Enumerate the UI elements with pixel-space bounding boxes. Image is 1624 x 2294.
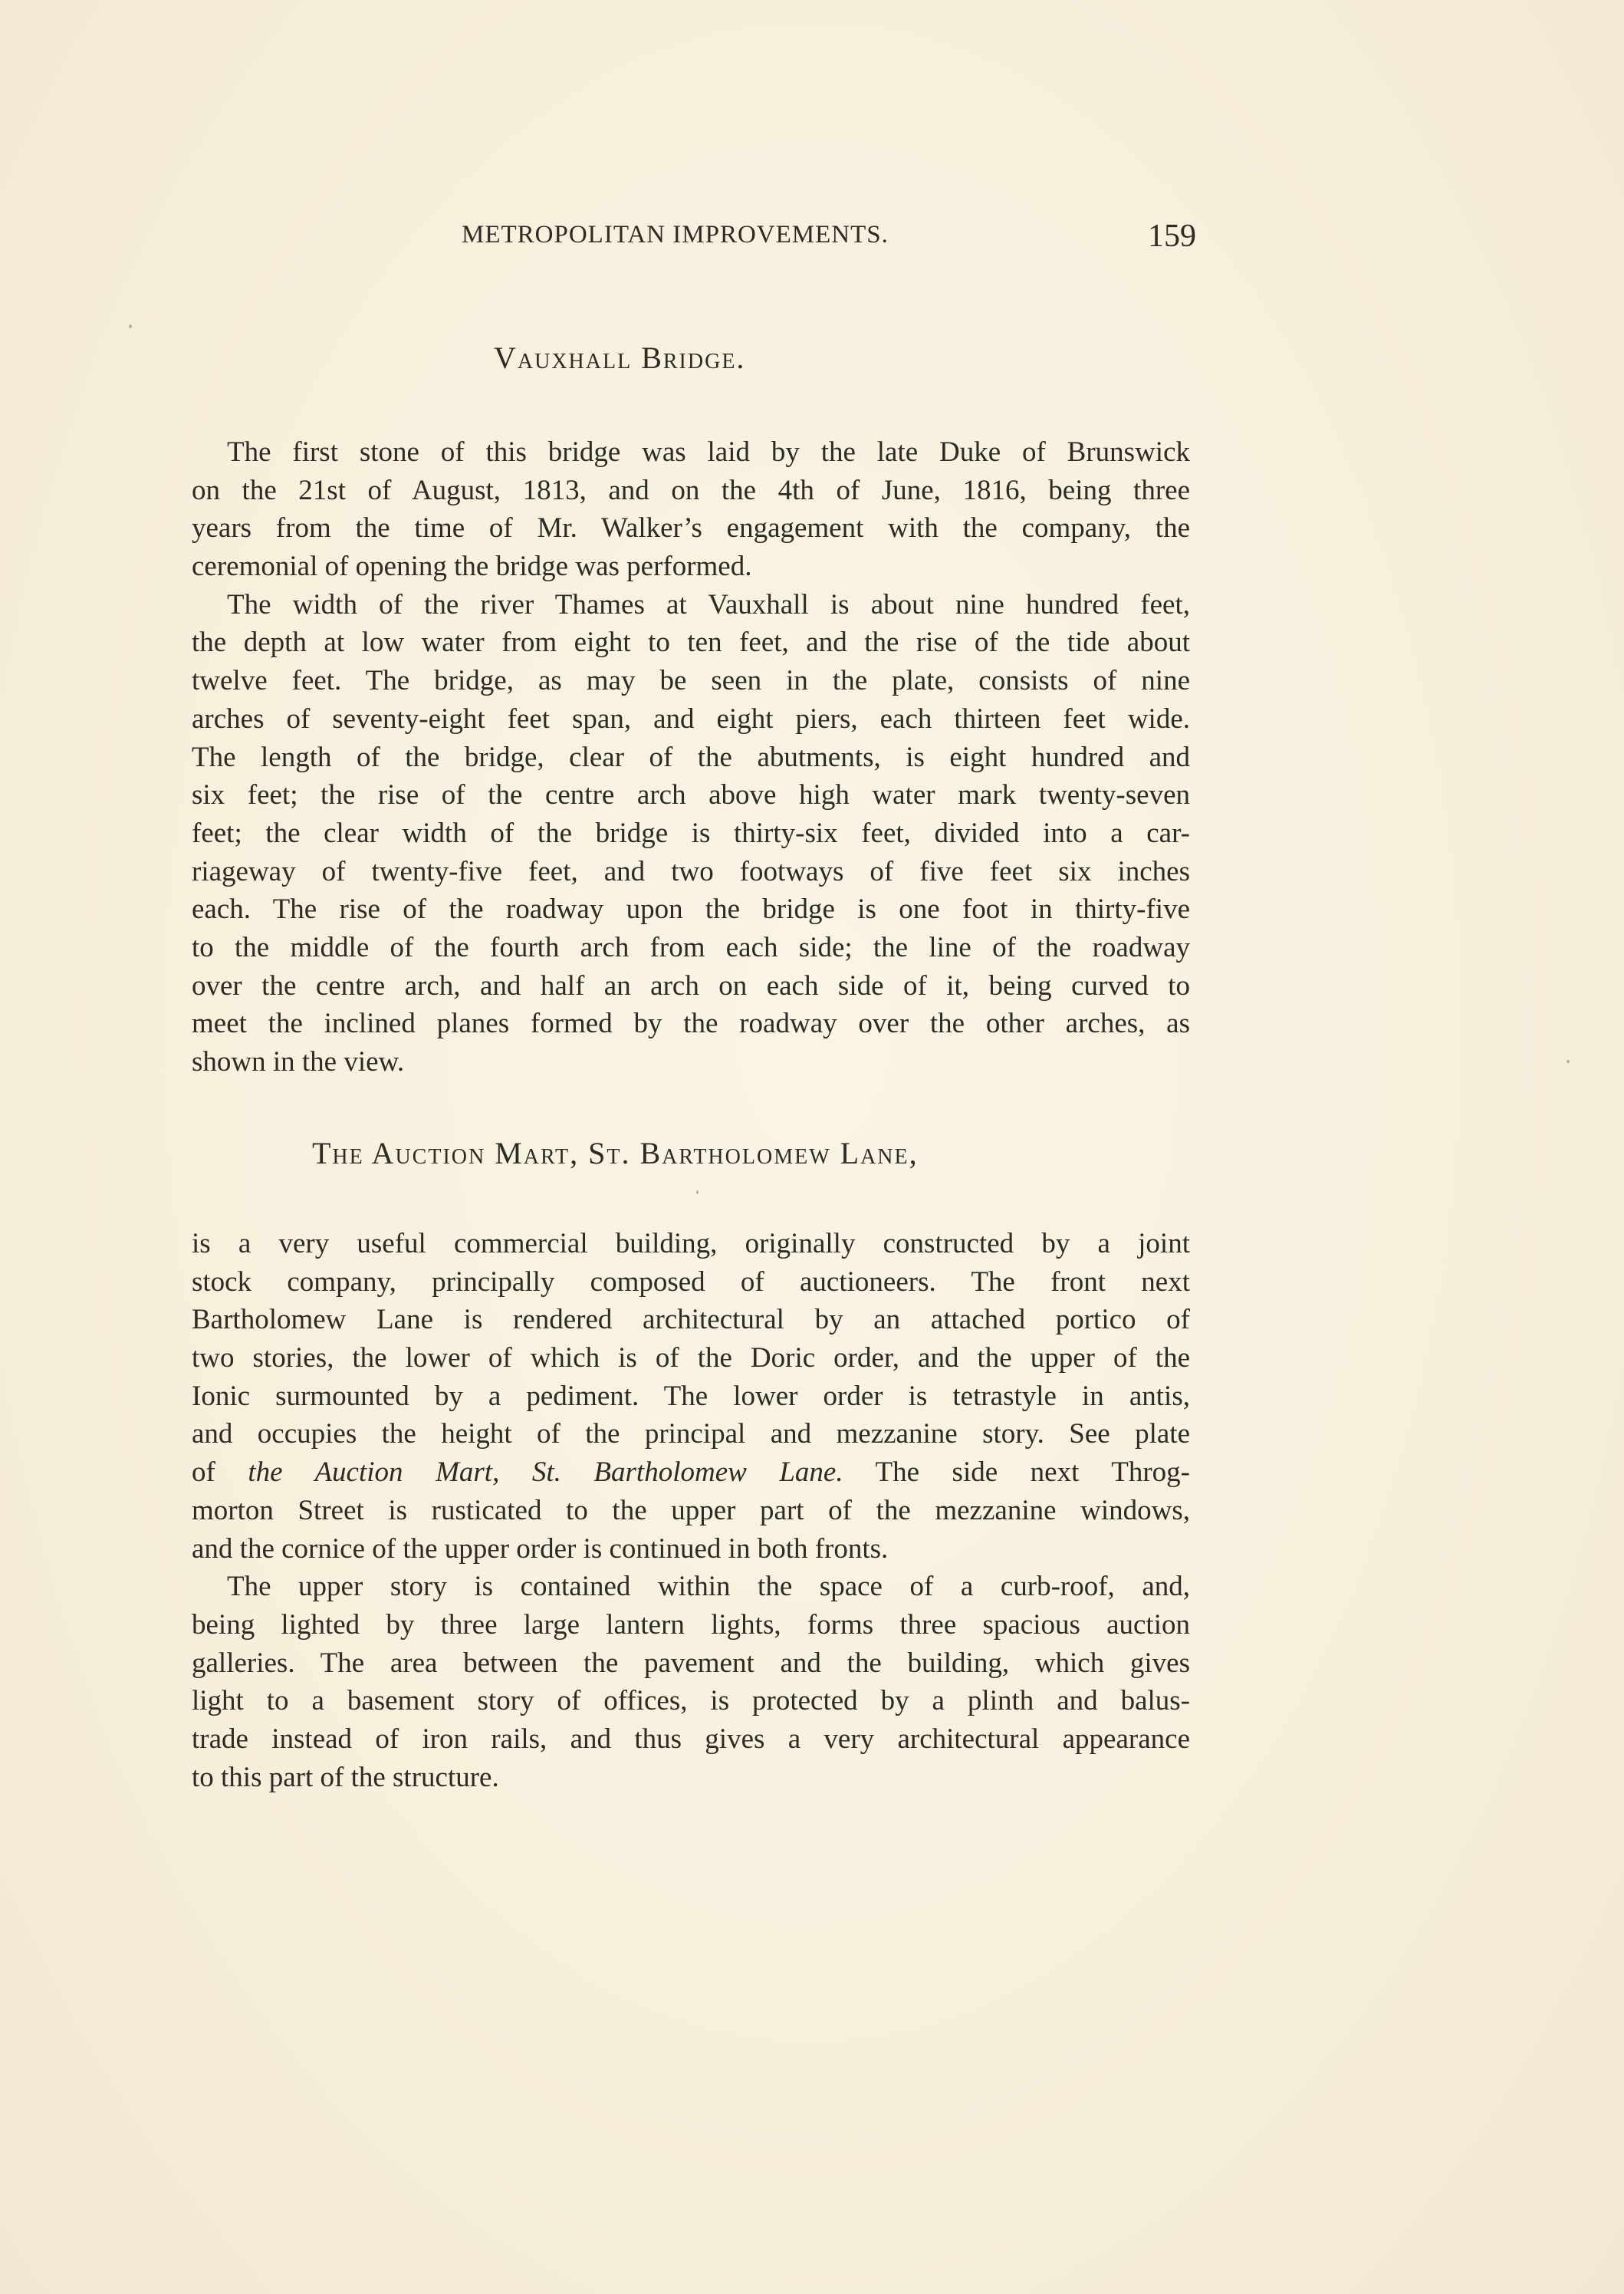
text-line: Bartholomew Lane is rendered architectural by an attached portico of: [192, 1304, 1190, 1336]
text-line: years from the time of Mr. Walker’s engagement with the company, the: [192, 512, 1190, 545]
text-line: twelve feet. The bridge, as may be seen in the plate, consists of nine: [192, 665, 1190, 697]
text-line: riageway of twenty-five feet, and two footways of five feet six inches: [192, 855, 1190, 887]
text-line: the depth at low water from eight to ten feet, and the rise of the tide about: [192, 627, 1190, 659]
text-line: The width of the river Thames at Vauxhall is about nine hundred feet,: [227, 588, 1190, 620]
text-line: two stories, the lower of which is of the Doric order, and the upper of the: [192, 1342, 1190, 1374]
text-segment: of: [192, 1456, 248, 1489]
text-line-with-italic: [192, 1453, 1190, 1492]
italic-plate-title: the Auction Mart, St. Bartholomew Lane.: [248, 1456, 843, 1489]
text-segment: The side next Throg-: [843, 1456, 1191, 1489]
text-line: The length of the bridge, clear of the abutments, is eight hundred and: [192, 741, 1190, 773]
text-line: The upper story is contained within the space of a curb-roof, and,: [227, 1571, 1190, 1603]
text-line: six feet; the rise of the centre arch above high water mark twenty-seven: [192, 779, 1190, 811]
running-title: METROPOLITAN IMPROVEMENTS.: [462, 221, 889, 248]
section-heading-auction-mart: The Auction Mart, St. Bartholomew Lane,: [312, 1136, 919, 1170]
paper-speck: [129, 324, 132, 328]
text-line: light to a basement story of offices, is protected by a plinth and balus-: [192, 1685, 1190, 1717]
section-auction-mart-text: [192, 1225, 1190, 1796]
text-line: trade instead of iron rails, and thus gives a very architectural appearance: [192, 1723, 1190, 1755]
text-line: arches of seventy-eight feet span, and eight piers, each thirteen feet wide.: [192, 703, 1190, 735]
text-line: shown in the view.: [192, 1046, 405, 1078]
page-header: [192, 221, 1196, 267]
text-line: morton Street is rusticated to the upper part of the mezzanine windows,: [192, 1494, 1190, 1526]
page-number: 159: [1148, 219, 1196, 254]
text-line: on the 21st of August, 1813, and on the 4th of June, 1816, being three: [192, 474, 1190, 506]
text-line: galleries. The area between the pavement and the building, which gives: [192, 1647, 1190, 1679]
text-line: and the cornice of the upper order is continued in both fronts.: [192, 1532, 889, 1565]
text-line: meet the inclined planes formed by the roadway over the other arches, as: [192, 1008, 1190, 1040]
section-vauxhall-bridge-text: [192, 433, 1190, 1081]
text-line: and occupies the height of the principal and mezzanine story. See plate: [192, 1418, 1190, 1450]
text-line: being lighted by three large lantern lights, forms three spacious auction: [192, 1608, 1190, 1641]
text-line: over the centre arch, and half an arch on each side of it, being curved to: [192, 969, 1190, 1002]
section-heading-vauxhall-bridge: Vauxhall Bridge.: [494, 341, 746, 375]
text-line: stock company, principally composed of auctioneers. The front next: [192, 1265, 1190, 1298]
paper-speck: [696, 1190, 699, 1194]
text-line: to the middle of the fourth arch from each side; the line of the roadway: [192, 931, 1190, 963]
text-line: ceremonial of opening the bridge was performed.: [192, 551, 752, 583]
text-line: The first stone of this bridge was laid by the late Duke of Brunswick: [227, 436, 1190, 468]
text-line: is a very useful commercial building, originally constructed by a joint: [192, 1228, 1190, 1259]
text-line: each. The rise of the roadway upon the bridge is one foot in thirty-five: [192, 894, 1190, 926]
text-line: feet; the clear width of the bridge is thirty-six feet, divided into a car-: [192, 817, 1190, 849]
text-line: to this part of the structure.: [192, 1761, 499, 1793]
paper-speck: [1566, 1060, 1570, 1063]
text-line: Ionic surmounted by a pediment. The lower order is tetrastyle in antis,: [192, 1380, 1190, 1412]
